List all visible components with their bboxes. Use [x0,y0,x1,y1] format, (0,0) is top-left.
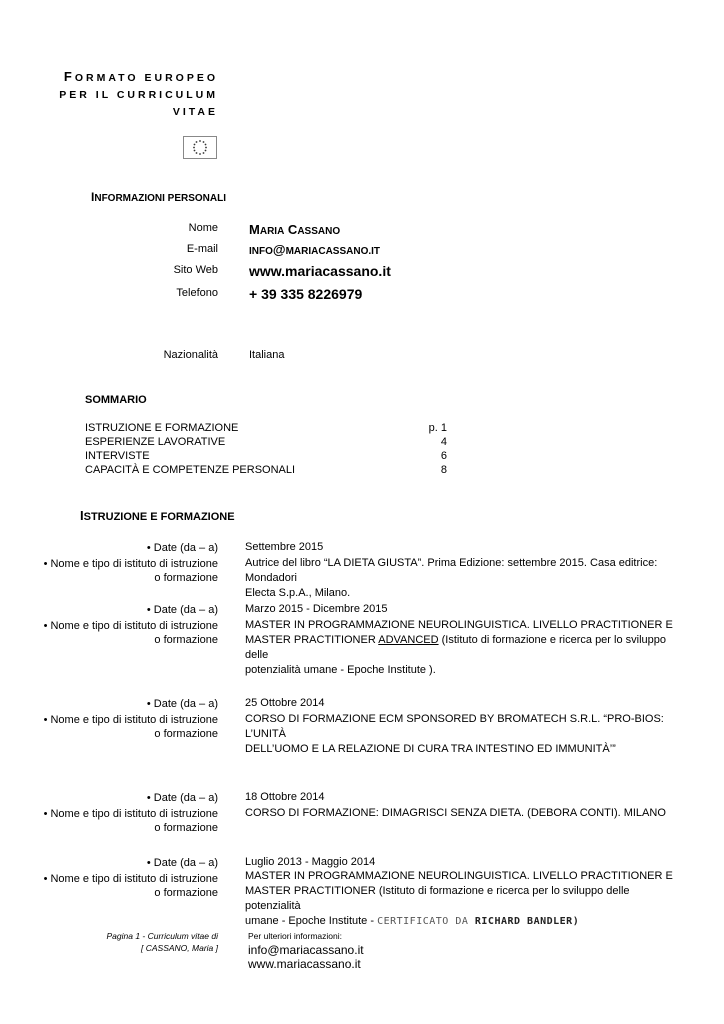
section-title-education: ISTRUZIONE E FORMAZIONE [80,508,235,523]
footer-contact-caption: Per ulteriori informazioni: [248,931,343,941]
entry-description: MASTER IN PROGRAMMAZIONE NEUROLINGUISTICA. LIVELLO PRACTITIONER E MASTER PRACTITIONER (Istituto di formazione e ricerca per lo sviluppo delle potenzialità umane - Epoche Institute - CERTIFICATO DA RICHARD BANDLER) [245,870,673,927]
type-label: • Nome e tipo di istituto di istruzione o formazione [43,873,218,899]
entry-date: Luglio 2013 - Maggio 2014 [245,856,376,868]
summary-item[interactable]: INTERVISTE 6 [85,450,447,462]
email-value[interactable]: INFO@MARIACASSANO.IT [249,242,381,257]
summary-title: SOMMARIO [85,394,147,406]
eu-flag-icon [183,136,217,159]
summary-item[interactable]: ESPERIENZE LAVORATIVE 4 [85,436,447,448]
summary-list [85,421,447,477]
footer-email[interactable]: info@mariacassano.it [248,943,364,957]
section-title-personal: INFORMAZIONI PERSONALI [91,190,227,204]
phone-value: + 39 335 8226979 [249,286,363,302]
date-label: • Date (da – a) [146,857,218,869]
entry-description: Autrice del libro “LA DIETA GIUSTA”. Prima Edizione: settembre 2015. Casa editrice: Mondadori Electa S.p.A., Milano. [245,557,658,599]
summary-item[interactable]: CAPACITÀ E COMPETENZE PERSONALI 8 [85,464,447,476]
header-line-2: PER IL CURRICULUM [59,89,218,101]
date-label: • Date (da – a) [146,792,218,804]
entry-date: 18 Ottobre 2014 [245,791,325,803]
email-label: E-mail [186,243,218,255]
entry-date: Marzo 2015 - Dicembre 2015 [245,603,388,615]
nome-label: Nome [188,222,218,234]
nationality-label: Nazionalità [163,349,218,361]
header-line-1: FORMATO EUROPEO [63,69,218,84]
date-label: • Date (da – a) [146,698,218,710]
type-label: • Nome e tipo di istituto di istruzione o formazione [43,808,218,834]
footer-contact [248,929,364,971]
nome-value: MARIA CASSANO [249,222,341,237]
date-label: • Date (da – a) [146,542,218,554]
type-label: • Nome e tipo di istituto di istruzione o formazione [43,558,218,584]
summary-item[interactable]: ISTRUZIONE E FORMAZIONE p. 1 [85,422,447,434]
web-value[interactable]: www.mariacassano.it [249,263,391,279]
entry-date: Settembre 2015 [245,541,324,553]
web-label: Sito Web [173,264,218,276]
entry-date: 25 Ottobre 2014 [245,697,325,709]
cv-header [59,68,218,121]
footer-web[interactable]: www.mariacassano.it [248,957,361,971]
header-line-3: VITAE [172,106,218,118]
nationality-value: Italiana [249,349,285,361]
footer-page-info: Pagina 1 - Curriculum vitae di [ CASSANO, Maria ] [106,931,218,953]
phone-label: Telefono [176,287,218,299]
date-label: • Date (da – a) [146,604,218,616]
type-label: • Nome e tipo di istituto di istruzione o formazione [43,620,218,646]
type-label: • Nome e tipo di istituto di istruzione o formazione [43,714,218,740]
entry-description: CORSO DI FORMAZIONE ECM SPONSORED BY BROMATECH S.R.L. “PRO-BIOS: L’UNITÀ DELL’UOMO E LA RELAZIONE DI CURA TRA INTESTINO ED IMMUNITÀ’” [245,713,664,755]
entry-description: CORSO DI FORMAZIONE: DIMAGRISCI SENZA DIETA. (DEBORA CONTI). MILANO [245,807,666,819]
entry-description: MASTER IN PROGRAMMAZIONE NEUROLINGUISTICA. LIVELLO PRACTITIONER E MASTER PRACTITIONER ADVANCED (Istituto di formazione e ricerca per lo sviluppo delle potenzialità umane - Epoche Institute ). [245,619,673,676]
